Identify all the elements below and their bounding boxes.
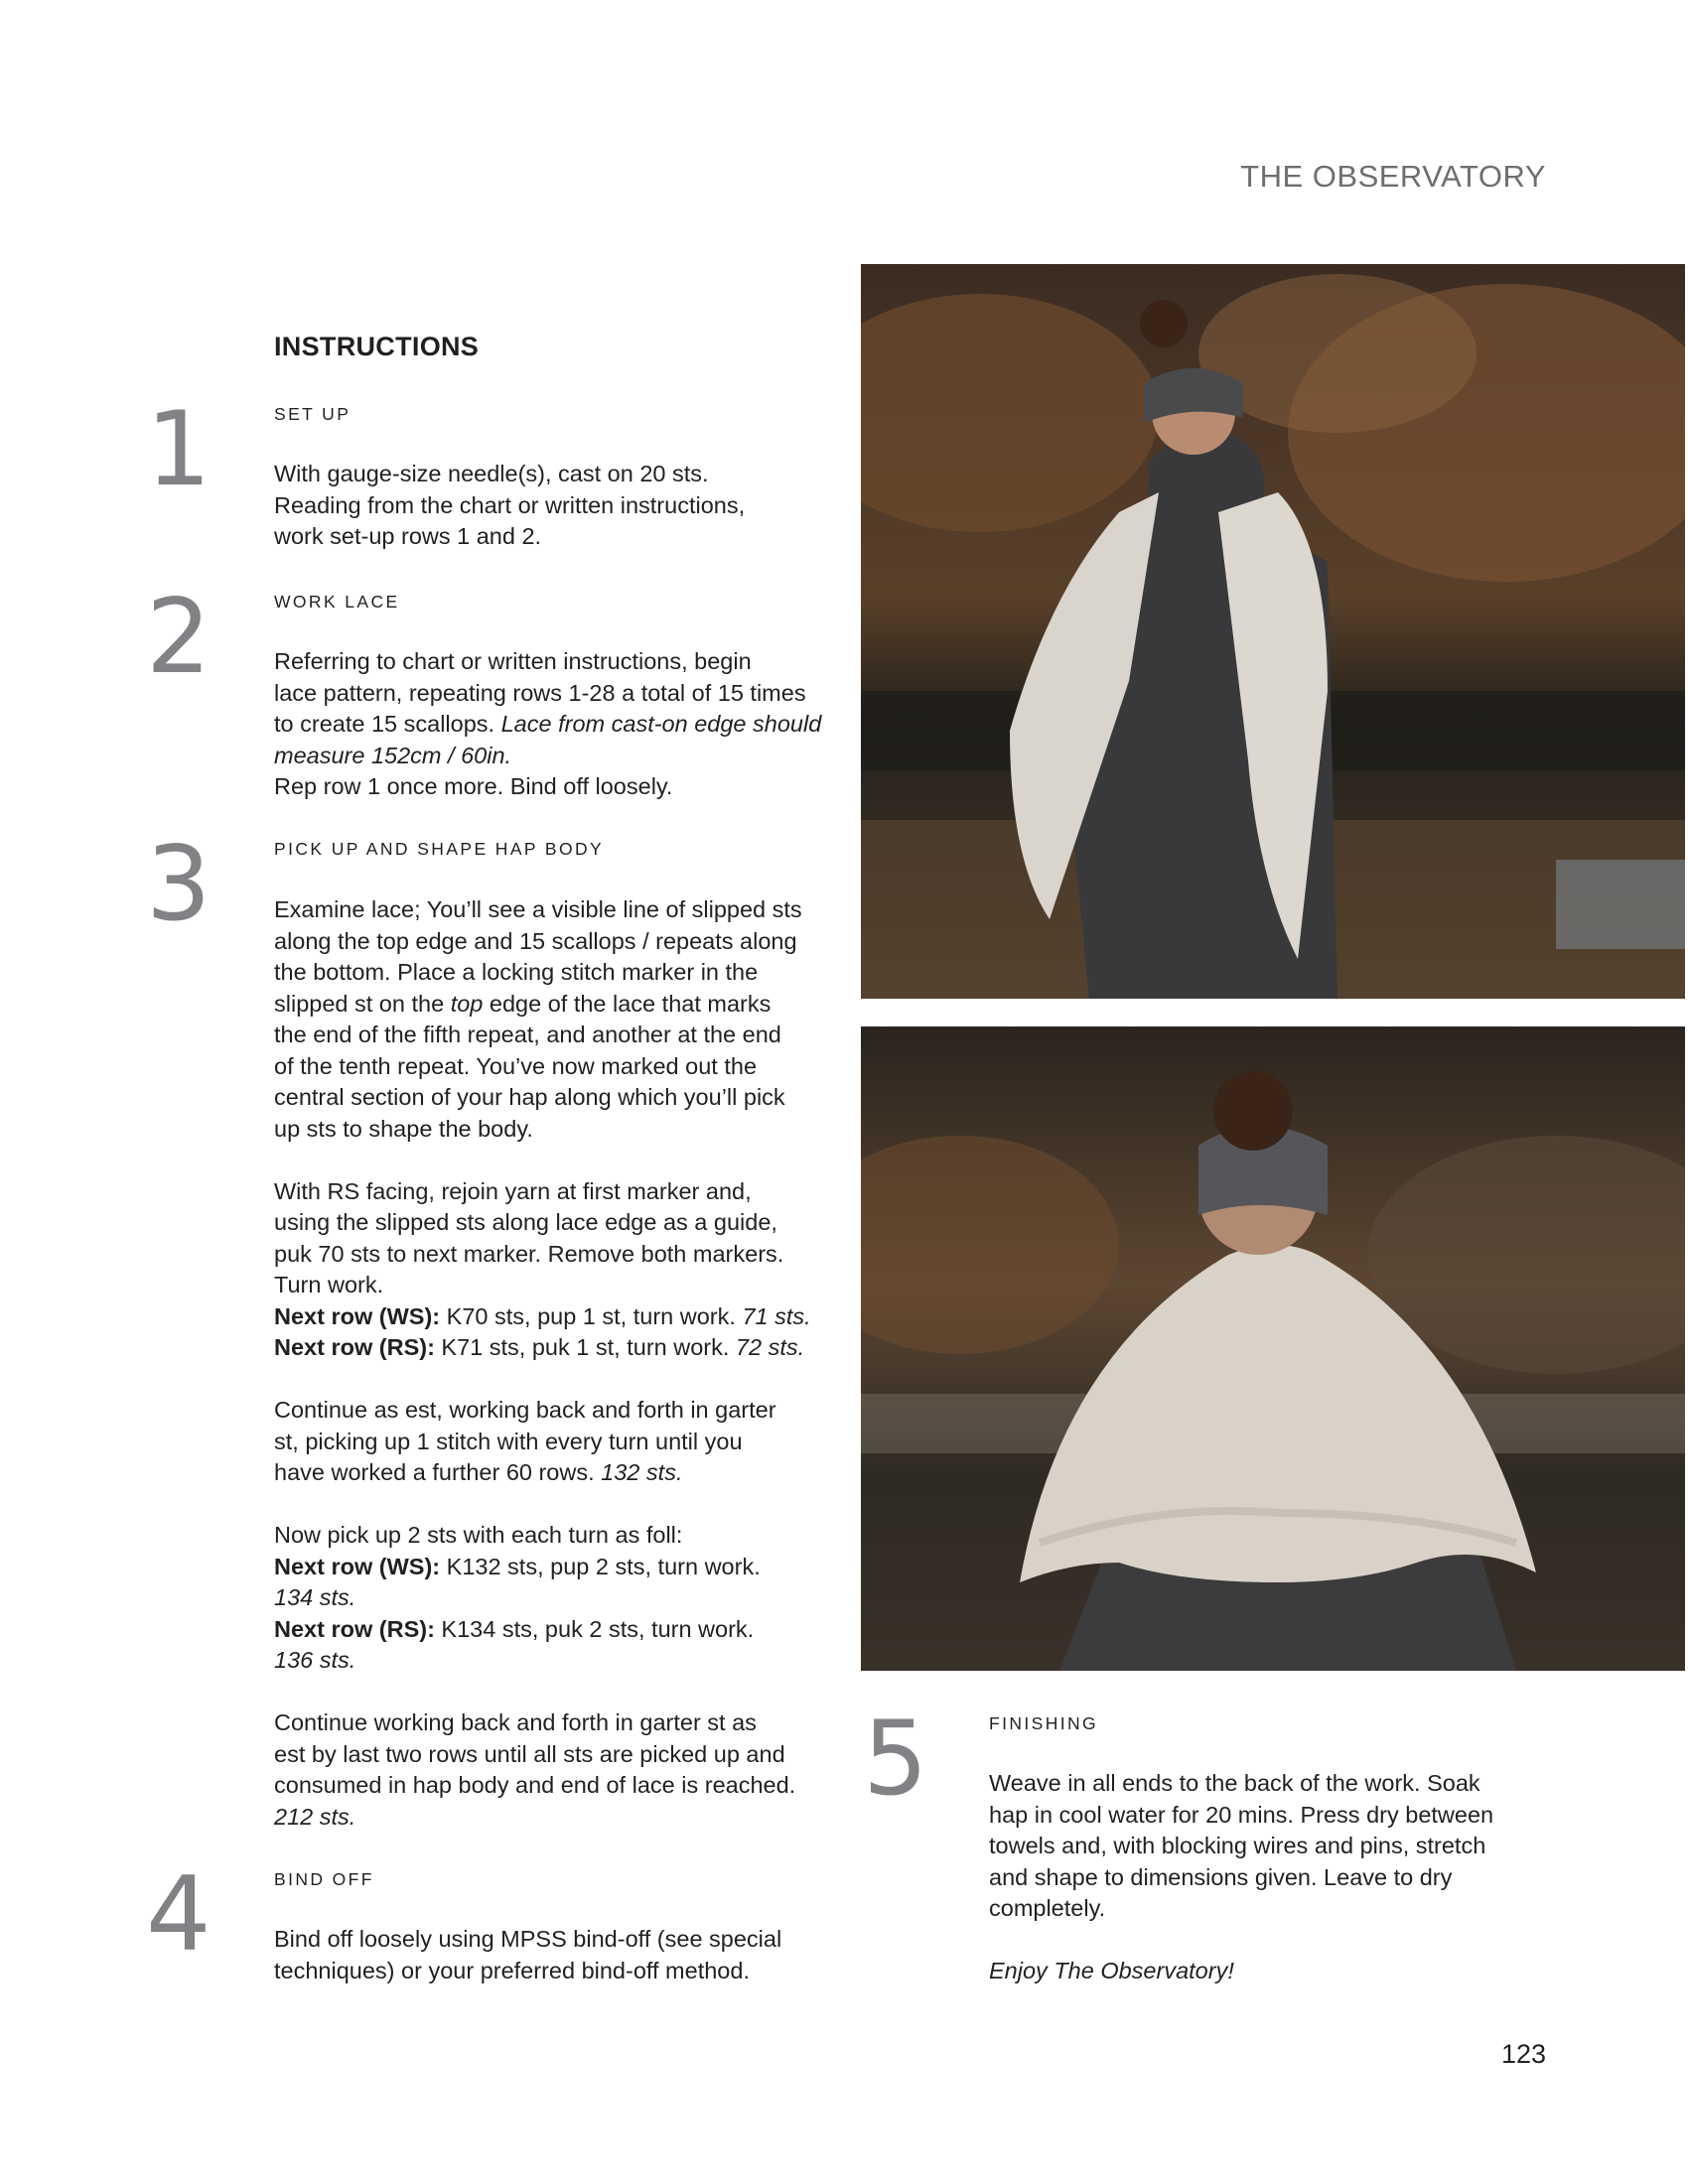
stitch-count: 136 sts.	[274, 1647, 356, 1673]
text-line: Examine lace; You’ll see a visible line of slipped sts	[274, 896, 802, 922]
text-line: Now pick up 2 sts with each turn as foll:	[274, 1522, 683, 1548]
text-line: along the top edge and 15 scallops / repeats along	[274, 927, 797, 954]
text-line: and shape to dimensions given. Leave to dry	[989, 1863, 1453, 1890]
step-5-text	[989, 1768, 1555, 1987]
text-line: Turn work.	[274, 1272, 384, 1297]
next-row-rs-line: Next row (RS): K71 sts, puk 1 st, turn work. 72 sts.	[274, 1334, 805, 1360]
stitch-count: 212 sts.	[274, 1803, 356, 1830]
photo-shawl-front	[861, 264, 1685, 999]
text-line: have worked a further 60 rows. 132 sts.	[274, 1459, 683, 1485]
text-line: Continue working back and forth in garter st as	[274, 1709, 757, 1735]
text-line: Rep row 1 once more. Bind off loosely.	[274, 773, 673, 799]
text-line: to create 15 scallops. Lace from cast-on edge should	[274, 711, 822, 737]
step-1-label: SET UP	[274, 404, 352, 424]
step-4-label: BIND OFF	[274, 1869, 374, 1889]
text-line: Weave in all ends to the back of the work. Soak	[989, 1770, 1480, 1796]
next-row-ws-line: Next row (WS): K132 sts, pup 2 sts, turn work.	[274, 1553, 761, 1579]
text-line: Continue as est, working back and forth in garter	[274, 1397, 776, 1423]
text-line: the bottom. Place a locking stitch marker in the	[274, 959, 759, 985]
step-number-3: 3	[146, 825, 211, 944]
text-line: With gauge-size needle(s), cast on 20 sts.	[274, 461, 709, 486]
text-line: slipped st on the top edge of the lace that marks	[274, 990, 772, 1017]
step-number-4: 4	[146, 1855, 211, 1975]
text-line: work set-up rows 1 and 2.	[274, 523, 542, 549]
step-5-label: FINISHING	[989, 1713, 1099, 1733]
text-line: up sts to shape the body.	[274, 1115, 533, 1142]
page-number: 123	[1500, 2039, 1546, 2069]
step-3-text	[274, 894, 840, 1833]
closing-line: Enjoy The Observatory!	[989, 1958, 1234, 1983]
step-number-1: 1	[146, 390, 211, 509]
step-4-text	[274, 1924, 840, 1986]
stitch-count: 134 sts.	[274, 1584, 356, 1610]
text-line: With RS facing, rejoin yarn at first marker and,	[274, 1177, 752, 1204]
photo-shawl-back	[861, 1026, 1685, 1671]
step-number-5: 5	[863, 1700, 928, 1819]
step-number-2: 2	[146, 578, 211, 697]
text-line: Referring to chart or written instructions, begin	[274, 648, 752, 674]
text-line: est by last two rows until all sts are picked up and	[274, 1740, 785, 1767]
instructions-title: INSTRUCTIONS	[274, 332, 480, 361]
text-line: using the slipped sts along lace edge as a guide,	[274, 1209, 777, 1235]
text-line: Bind off loosely using MPSS bind-off (see special	[274, 1926, 782, 1952]
next-row-rs-line: Next row (RS): K134 sts, puk 2 sts, turn work.	[274, 1615, 755, 1642]
text-line: puk 70 sts to next marker. Remove both markers.	[274, 1240, 784, 1267]
text-line: the end of the fifth repeat, and another at the end	[274, 1022, 781, 1047]
text-line: central section of your hap along which you’ll pick	[274, 1084, 785, 1110]
step-2-text	[274, 646, 840, 803]
text-line: measure 152cm / 60in.	[274, 742, 512, 768]
running-head-title: THE OBSERVATORY	[1240, 159, 1546, 194]
next-row-ws-line: Next row (WS): K70 sts, pup 1 st, turn work. 71 sts.	[274, 1302, 811, 1329]
text-line: Reading from the chart or written instructions,	[274, 491, 746, 518]
text-line: consumed in hap body and end of lace is reached.	[274, 1772, 796, 1798]
text-line: techniques) or your preferred bind-off method.	[274, 1957, 750, 1983]
text-line: of the tenth repeat. You’ve now marked out the	[274, 1052, 758, 1079]
step-2-label: WORK LACE	[274, 592, 400, 612]
text-line: hap in cool water for 20 mins. Press dry between	[989, 1801, 1494, 1828]
step-1-text	[274, 459, 840, 553]
text-line: st, picking up 1 stitch with every turn until you	[274, 1428, 743, 1454]
text-line: towels and, with blocking wires and pins, stretch	[989, 1833, 1486, 1858]
step-3-label: PICK UP AND SHAPE HAP BODY	[274, 839, 605, 859]
text-line: completely.	[989, 1895, 1106, 1921]
text-line: lace pattern, repeating rows 1-28 a total of 15 times	[274, 679, 806, 706]
